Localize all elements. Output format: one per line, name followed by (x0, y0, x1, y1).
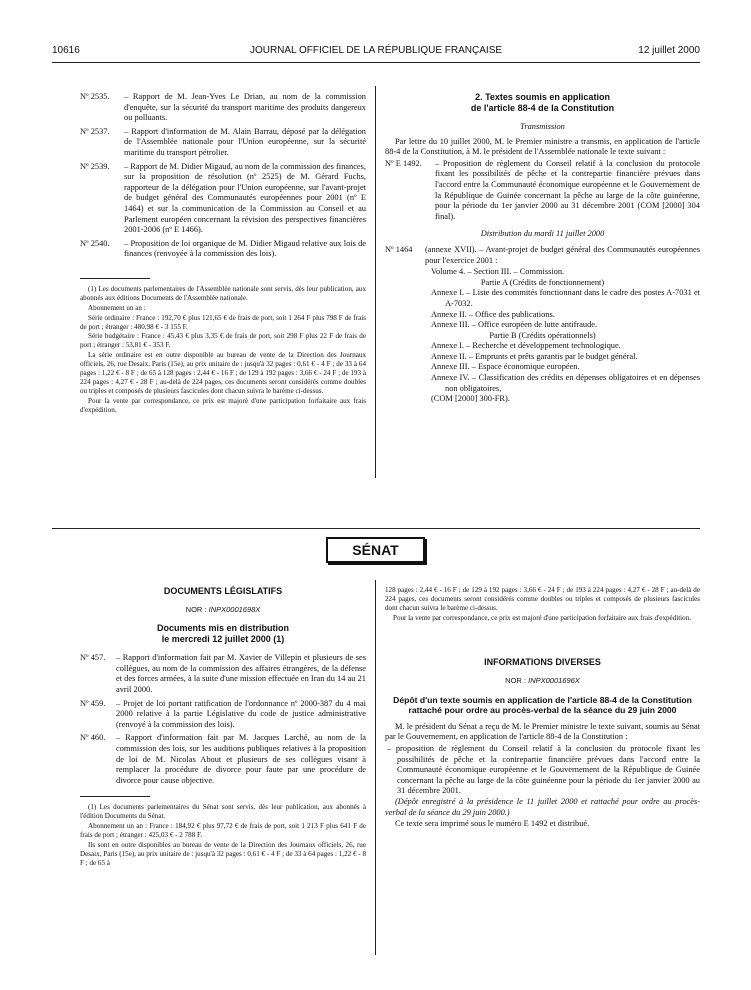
senat-footnote: (1) Les documents parlementaires du Sénat sont servis, dès leur publication, aux abonnés à l'édition Documents du Sénat. Abonnement un an : France : 184,92 € plus 97,72 € de frais de port, soit 1 213 F plus 641 F de frais de port ; étranger : 425,03 € - 2 788 F. Ils sont en outre disponibles au bureau de vente de la Direction des Journaux officiels, 26, rue Desaix, Paris (15e), au prix unitaire de : jusqu'à 32 pages : 0,61 € - 4 F ; de 33 à 64 pages : 1,22 € - 8 F ; de 65 à (80, 803, 366, 867)
list-item: Nº 2535. – Rapport de M. Jean-Yves Le Drian, au nom de la commission d'enquête, sur la sécurité du transport maritime des produits dangereux ou polluants. (80, 92, 366, 123)
annex-item: Annexe III. – Espace économique européen. (431, 362, 580, 372)
column-divider (375, 580, 376, 955)
annex-item: Annexe II. – Office des publications. (431, 309, 555, 319)
annex-item: Annexe I. – Liste des commités fonctionnant dans le cadre des postes A-7031 et A-7032. (431, 288, 700, 308)
info-paragraph: Ce texte sera imprimé sous le numéro E 1492 et distribué. (395, 819, 590, 829)
list-item: Nº 459. – Projet de loi portant ratification de l'ordonnance nº 2000-387 du 4 mai 2000 relative à la partie Législative du code de justice administrative (renvoyé à la commission des lois). (80, 698, 366, 729)
volume-line: Volume 4. – Section III. – Commission. (431, 267, 565, 277)
footnote-rule (80, 278, 150, 279)
page-number: 10616 (52, 45, 80, 56)
list-item: Nº 2540. – Proposition de loi organique de M. Didier Migaud relative aux lois de finances (renvoyée à la commission des lois). (80, 238, 366, 259)
textes-column (385, 92, 700, 405)
annex-item: Annexe I. – Recherche et développement technologique. (431, 341, 621, 351)
journal-title: JOURNAL OFFICIEL DE LA RÉPUBLIQUE FRANÇAISE (249, 45, 503, 56)
annex-item: Annexe II. – Emprunts et prêts garantis par le budget général. (431, 351, 638, 361)
partie-heading: Partie A (Crédits de fonctionnement) (480, 277, 605, 287)
nor-reference: NOR : INPX0001696X (505, 676, 580, 686)
list-item: Nº 1464 (annexe XVII). – Avant-projet de budget général des Communautés européennes pour l'exercice 2001 : (385, 244, 700, 265)
intro-paragraph: Par lettre du 10 juillet 2000, M. le Premier ministre a transmis, en application de l'article 88-4 de la Constitution, à M. le président de l'Assemblée nationale le texte suivant : (385, 136, 700, 157)
senat-documents-column (80, 586, 366, 869)
section-subtitle: Dépôt d'un texte soumis en application de l'article 88-4 de la Constitution rattaché pour ordre au procès-verbal de la séance du 29 juin 2000 (393, 694, 692, 715)
an-footnote: (1) Les documents parlementaires de l'Assemblée nationale sont servis, dès leur publication, aux abonnés aux éditions Documents de l'Assemblée nationale. Abonnement un an : Série ordinaire : France : 192,70 € plus 121,65 € de frais de port, soit 1 264 F plus 798 F de frais de port ; étranger : 480,98 € - 3 155 F. Série budgétaire : France : 45,43 € plus 3,35 € de frais de port, soit 298 F plus 22 F de frais de port ; étranger : 53,81 € - 353 F. La série ordinaire est en outre disponible au bureau de vente de la Direction des Journaux officiels, 26, rue Desaix, Paris (15e), au prix unitaire de : jusqu'à 32 pages : 0,61 € - 4 F ; de 33 à 64 pages : 1,22 € - 8 F ; de 65 à 128 pages : 2,44 € - 16 F ; de 129 à 192 pages : 3,66 € - 24 F ; de 193 à 224 pages : 4,27 € - 28 F ; au-delà de 224 pages, ces documents seront considérés comme doubles ou triples et composés de plusieurs fascicules dont chacun suivra le barème ci-dessus. Pour la vente par correspondance, ce prix est majoré d'une participation forfaitaire aux frais d'expédition. (80, 284, 366, 414)
issue-date: 12 juillet 2000 (638, 45, 700, 56)
an-documents-column (80, 92, 366, 416)
section-subtitle: Distribution du mardi 11 juillet 2000 (480, 229, 605, 239)
header-rule (52, 62, 700, 63)
section-rule (52, 528, 700, 529)
informations-column (385, 586, 700, 831)
info-paragraph: M. le président du Sénat a reçu de M. le Premier ministre le texte suivant, soumis au Sénat par le Gouvernement, en application de l'article 88-4 de la Constitution : (385, 721, 700, 742)
section-subtitle: Documents mis en distribution (156, 623, 289, 634)
column-divider (375, 86, 376, 478)
list-item: Nº E 1492. – Proposition de règlement du Conseil relatif à la conclusion du protocole fixant les possibilités de pêche et la contrepartie financière prévues dans l'accord entre la Communauté économique européenne et le Gouvernement de la République de Guinée concernant la pêche au large de la côte guinéenne, pour la période du 1er janvier 2000 au 31 décembre 2001 (COM [2000] 304 final). (385, 158, 700, 221)
annex-item: Annexe III. – Office européen de lutte antifraude. (431, 320, 598, 330)
depot-note: (Dépôt enregistré à la présidence le 11 juillet 2000 et rattaché pour ordre au procès-verbal de la séance du 29 juin 2000.) (385, 796, 700, 817)
list-item: Nº 460. – Rapport d'information fait par M. Jacques Larché, au nom de la commission des lois, sur les auditions publiques relatives à la proposition de loi de M. Nicolas About et plusieurs de ses collègues visant à remplacer la procédure de divorce pour faute par une procédure de divorce pour cause objective. (80, 733, 366, 785)
section-title: INFORMATIONS DIVERSES (484, 656, 601, 667)
section-subtitle: le mercredi 12 juillet 2000 (1) (161, 633, 285, 644)
list-item: Nº 2537. – Rapport d'information de M. Alain Barrau, déposé par la délégation de l'Assemblée nationale pour l'Union européenne, sur la sécurité maritime du transport pétrolier. (80, 126, 366, 157)
section-title: 2. Textes soumis en application (475, 92, 610, 102)
list-item: Nº 2539. – Rapport de M. Didier Migaud, au nom de la commission des finances, sur la proposition de résolution (nº 2525) de M. Gérard Fuchs, rapporteur de la délégation pour l'Union européenne, sur l'avant-projet de budget général des Communautés européennes pour 2001 (nº E 1464) et sur la communication de la Commission au Conseil et au Parlement européen concernant la révision des perspectives financières 2001-2006 (nº E 1466). (80, 161, 366, 235)
nor-reference: NOR : INPX0001698X (185, 604, 261, 614)
section-title: de l'article 88-4 de la Constitution (470, 102, 615, 113)
section-title: DOCUMENTS LÉGISLATIFS (163, 586, 283, 596)
annex-item: Annexe IV. – Classification des crédits en dépenses obligatoires et en dépenses non obligatoires, (431, 373, 700, 393)
senat-footnote-continued: 128 pages : 2,44 € - 16 F ; de 129 à 192 pages : 3,66 € - 24 F ; de 193 à 224 pages : 4,27 € - 28 F ; au-delà de 224 pages, ces documents seront considérés comme doubles ou triples et composés de plusieurs fascicules dont chacun suivra le barème ci-dessus. Pour la vente par correspondance, ce prix est majoré d'une participation forfaitaire aux frais d'expédition. (385, 586, 700, 622)
senat-banner: SÉNAT (326, 537, 425, 563)
section-subtitle: Transmission (520, 122, 565, 131)
com-reference: (COM [2000] 300-FR). (431, 394, 510, 404)
page-header (52, 45, 700, 59)
partie-heading: Partie B (Crédits opérationnels) (489, 330, 596, 340)
list-item: Nº 457. – Rapport d'information fait par M. Xavier de Villepin et plusieurs de ses collègues, au nom de la commission des affaires étrangères, de la défense et des forces armées, à la suite d'une mission effectuée en Iran du 14 au 21 avril 2000. (80, 653, 366, 694)
footnote-rule (80, 796, 150, 797)
info-bullet: – proposition de règlement du Conseil relatif à la conclusion du protocole fixant les possibilités de pêche et la contrepartie financière prévues dans l'accord entre la Communauté économique européenne et le Gouvernement de la République de Guinée concernant la pêche au large de la côte guinéenne pour la période du 1er janvier 2000 au 31 décembre 2001. (387, 744, 700, 796)
